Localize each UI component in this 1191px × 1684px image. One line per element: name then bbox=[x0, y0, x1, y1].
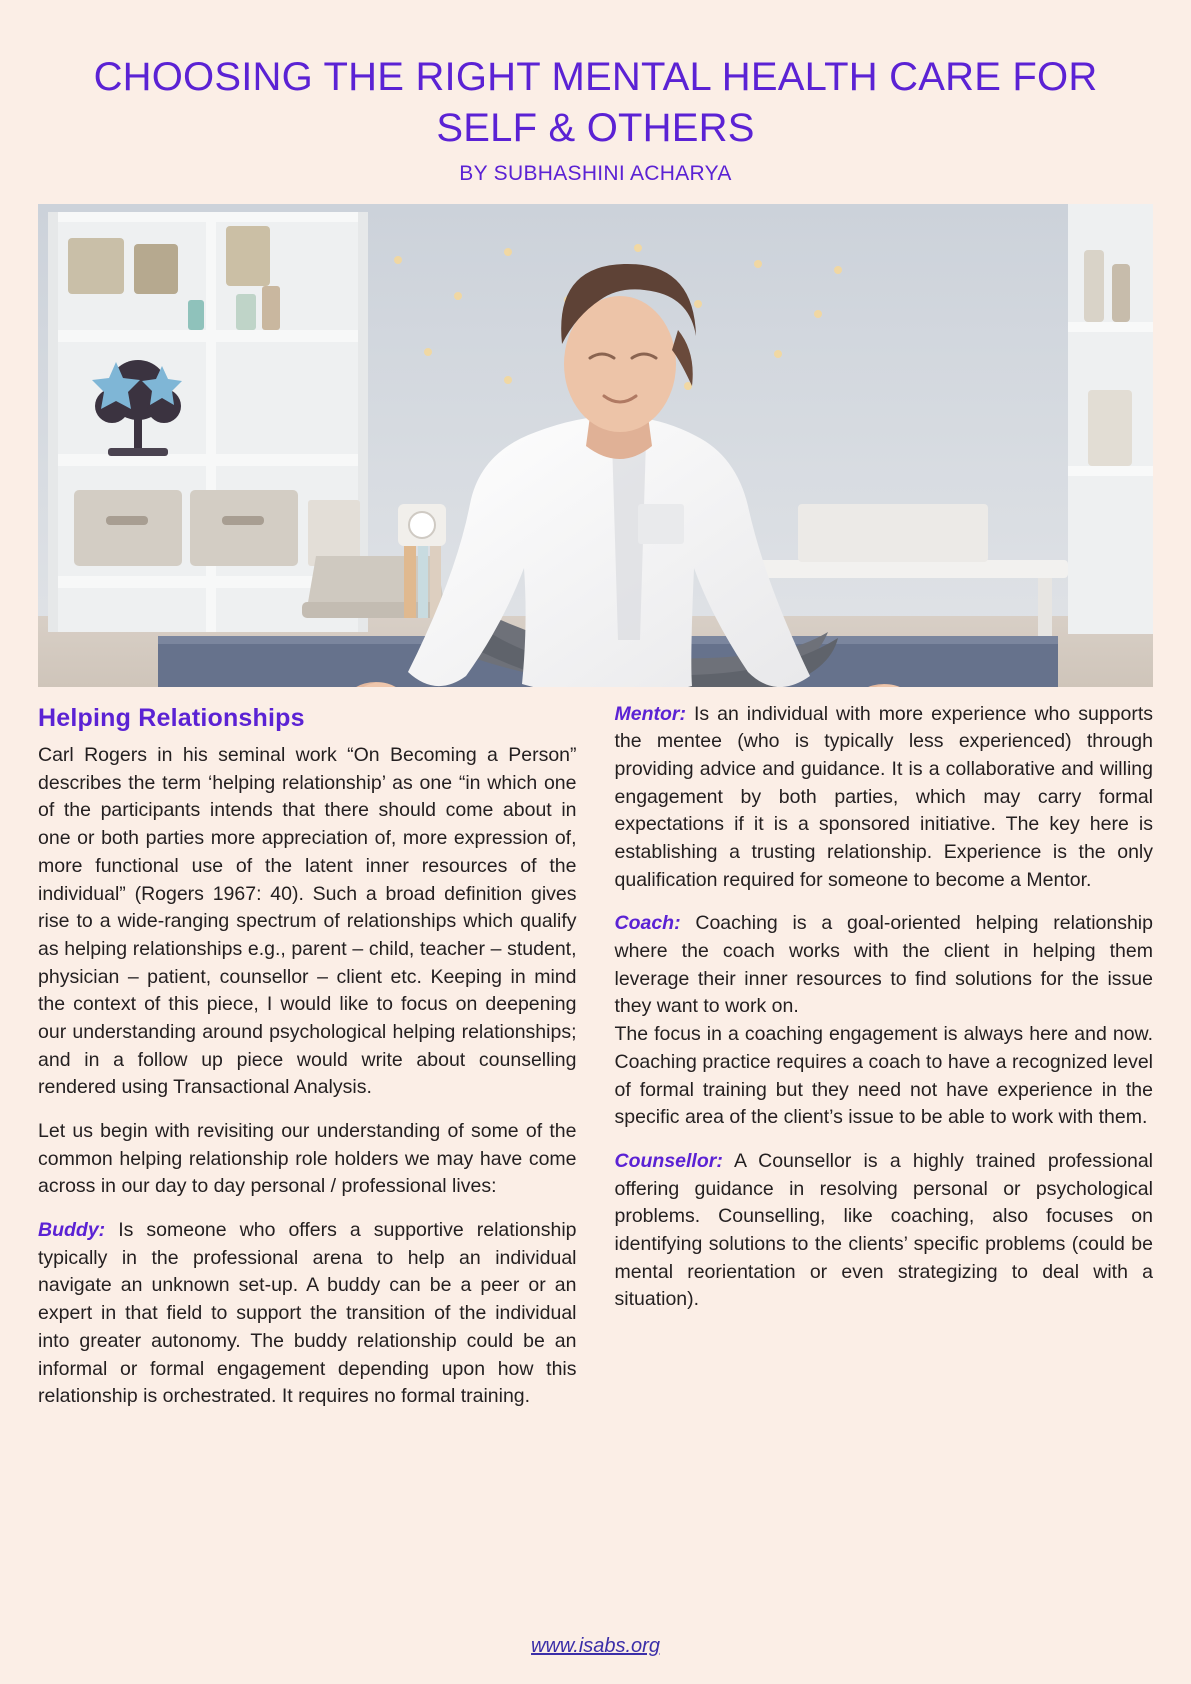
paragraph-buddy bbox=[38, 1217, 577, 1411]
article-columns bbox=[38, 701, 1153, 1427]
term-coach: Coach: bbox=[614, 912, 681, 935]
term-buddy-text: Is someone who offers a supportive relationship typically in the professional arena to help an individual navigate an unknown set-up. A buddy can be a peer or an expert in that field to support the transition of the individual into greater autonomy. The buddy relationship could be an informal or formal engagement depending upon how this relationship is orchestrated. It requires no formal training. bbox=[38, 1219, 577, 1408]
paragraph-counsellor bbox=[615, 1148, 1154, 1314]
footer bbox=[0, 1635, 1191, 1658]
term-mentor: Mentor: bbox=[614, 702, 686, 725]
meditation-illustration bbox=[38, 204, 1153, 687]
section-heading-helping-relationships: Helping Relationships bbox=[38, 703, 305, 732]
website-link[interactable]: www.isabs.org bbox=[531, 1635, 660, 1657]
paragraph-rogers: Carl Rogers in his seminal work “On Becoming a Person” describes the term ‘helping relationship’ as one “in which one of the participants intends that there should come about in one or both parties more appreciation of, more expression of, more functional use of the latent inner resources of the individual” (Rogers 1967: 40). Such a broad definition gives rise to a wide-ranging spectrum of relationships which qualify as helping relationships e.g., parent – child, teacher – student, physician – patient, counsellor – client etc. Keeping in mind the context of this piece, I would like to focus on deepening our understanding around psychological helping relationships; and in a follow up piece would write about counselling rendered using Transactional Analysis. bbox=[38, 744, 577, 1099]
paragraph-intro-roles: Let us begin with revisiting our understanding of some of the common helping relationship role holders we may have come across in our day to day personal / professional lives: bbox=[38, 1120, 577, 1198]
term-counsellor-text: A Counsellor is a highly trained professional offering guidance in resolving personal or psychological problems. Counselling, like coaching, also focuses on identifying solutions to the clients’ specific problems (could be mental reorientation or even strategizing to deal with a situation). bbox=[614, 1149, 1153, 1311]
term-counsellor: Counsellor: bbox=[614, 1149, 723, 1172]
left-column bbox=[38, 701, 577, 1427]
right-column bbox=[615, 701, 1154, 1427]
term-buddy: Buddy: bbox=[38, 1219, 106, 1242]
page-title: CHOOSING THE RIGHT MENTAL HEALTH CARE FOR SELF & OTHERS bbox=[93, 55, 1098, 150]
paragraph-coach-continued: The focus in a coaching engagement is always here and now. Coaching practice requires a coach to have a recognized level of formal training but they need not have experience in the specific area of the client’s issue to be able to work with them. bbox=[614, 1023, 1153, 1129]
term-coach-text: Coaching is a goal-oriented helping relationship where the coach works with the client in helping them leverage their inner resources to find solutions for the issue they want to work on. bbox=[614, 912, 1153, 1018]
byline: BY SUBHASHINI ACHARYA bbox=[459, 161, 732, 185]
term-mentor-text: Is an individual with more experience who supports the mentee (who is typically less experienced) through providing advice and guidance. It is a collaborative and willing engagement by both parties, which may carry formal expectations if it is a sponsored initiative. The key here is establishing a trusting relationship. Experience is the only qualification required for someone to become a Mentor. bbox=[614, 702, 1153, 891]
paragraph-mentor bbox=[615, 701, 1154, 895]
paragraph-coach bbox=[615, 910, 1154, 1021]
hero-image bbox=[38, 204, 1153, 687]
